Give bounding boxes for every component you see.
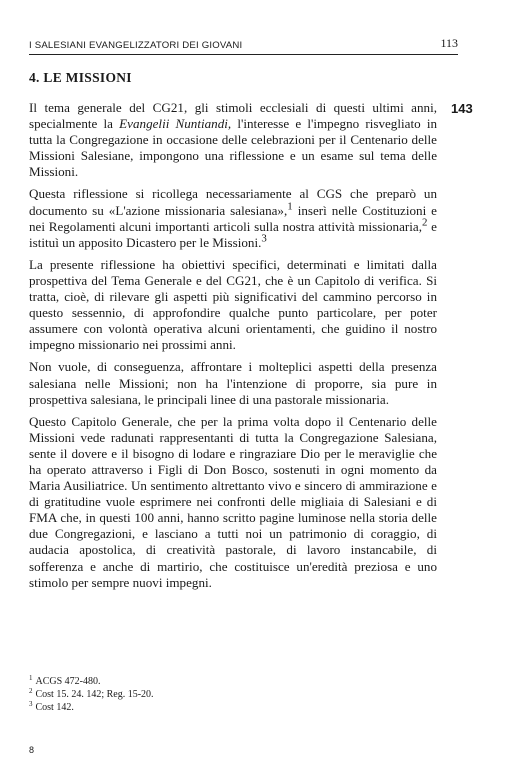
footnote-text: Cost 142. [35, 702, 74, 713]
footnote [29, 688, 329, 701]
footnote [29, 701, 329, 714]
footnote-ref-3[interactable]: 3 [261, 232, 267, 245]
body-text [29, 100, 437, 597]
paragraph-2-text-c: e istituì un apposito Dicastero per le Missioni. [29, 218, 437, 250]
section-title: 4. LE MISSIONI [29, 70, 132, 85]
paragraph-1-text-a: Il tema generale del CG21, gli stimoli ecclesiali di questi ultimi anni, specialmente la [29, 100, 437, 132]
paragraph-5: Questo Capitolo Generale, che per la prima volta dopo il Centenario delle Missioni vede radunati rappresentanti di tutta la Congregazione Salesiana, sente il dovere e il bisogno di lodare e ringraziare Dio per le meraviglie che ha operato attraverso i Figli di Don Bosco, sostenuti in ogni momento da Maria Ausiliatrice. Un sentimento altrettanto vivo e sincero di ammirazione e di gratitudine vuole esprimere nei confronti delle migliaia di Salesiani e di FMA che, in questi 100 anni, hanno scritto pagine luminose nella storia delle due Congregazioni, e lasciano a tutti noi un patrimonio di coraggio, di audacia apostolica, di creatività pastorale, di lavoro instancabile, di sofferenza e anche di martirio, che costituisce un'eredità preziosa e uno stimolo per sempre nuovi impegni. [29, 413, 437, 590]
margin-number: 143 [451, 101, 473, 116]
running-title: I SALESIANI EVANGELIZZATORI DEI GIOVANI [29, 40, 243, 51]
paragraph-2-text-b: inserì nelle Costituzioni e nei Regolamenti alcuni importanti articoli sulla nostra attività missionaria, [29, 202, 437, 234]
footnote-text: Cost 15. 24. 142; Reg. 15-20. [35, 689, 154, 700]
paragraph-2 [29, 186, 437, 250]
paragraph-4: Non vuole, di conseguenza, affrontare i molteplici aspetti della presenza salesiana nelle Missioni; non ha l'intenzione di proporre, sia pure in prospettiva salesiana, le principali linee di una pastorale missionaria. [29, 359, 437, 407]
paragraph-2-text-a: Questa riflessione si ricollega necessariamente al CGS che preparò un documento su «L'azione missionaria salesiana», [29, 186, 437, 218]
document-title-italic: Evangelii Nuntiandi, [119, 116, 232, 132]
footnotes [29, 675, 329, 714]
footnote-ref-2[interactable]: 2 [422, 216, 428, 229]
footnote-mark: 2 [29, 686, 33, 695]
footnote-ref-1[interactable]: 1 [287, 200, 293, 213]
page-number: 113 [440, 36, 458, 50]
running-header [29, 36, 458, 55]
signature-mark: 8 [29, 745, 35, 755]
paragraph-3: La presente riflessione ha obiettivi specifici, determinati e limitati dalla prospettiva del Tema Generale e del CG21, che è un Capitolo di verifica. Si tratta, cioè, di rilevare gli aspetti più significativi del cammino percorso in questo sessennio, di approfondire qualche punto particolare, per poter assumere con volontà operativa alcuni orientamenti, che guidino il nostro impegno missionario nei prossimi anni. [29, 256, 437, 353]
footnote-text: ACGS 472-480. [35, 676, 101, 687]
paragraph-1-text-b: l'interesse e l'impegno risvegliato in tutta la Congregazione in occasione delle celebrazioni per il Centenario delle Missioni Salesiane, impongono una riflessione e un esame sul tema delle Missioni. [29, 116, 437, 180]
footnote-mark: 3 [29, 699, 33, 708]
paragraph-1 [29, 100, 437, 180]
footnote [29, 675, 329, 688]
footnote-mark: 1 [29, 673, 33, 682]
